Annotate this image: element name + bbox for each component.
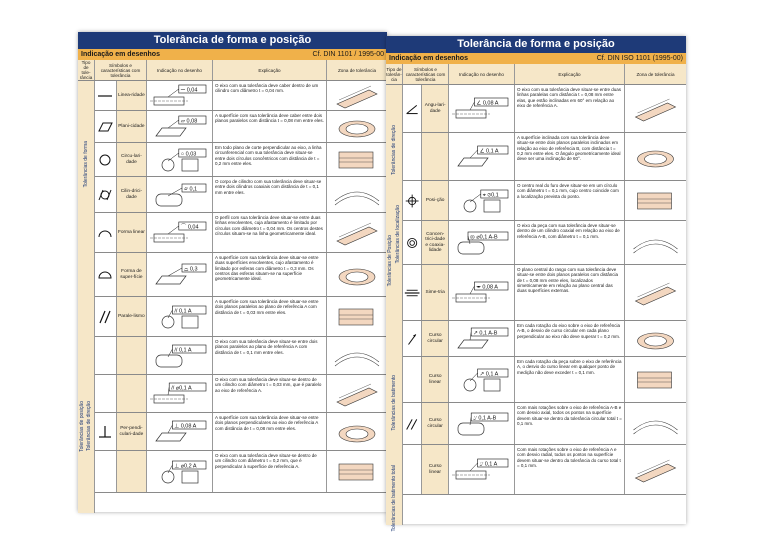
symbol-icon bbox=[403, 221, 422, 264]
tolerance-frame-text: ∠ 0,08 A bbox=[476, 100, 499, 106]
indication-drawing bbox=[147, 451, 213, 492]
table-row bbox=[403, 265, 686, 321]
table-row bbox=[95, 337, 387, 375]
tolerance-zone-figure bbox=[327, 253, 387, 296]
indication-drawing bbox=[147, 111, 213, 142]
explanation-text: Em todo plano de corte perpendicular ao eixo, a linha circunferencial com sua tolerância deve situar-se entre dois círculos concêntricos com distância de t = 0,2 mm entre eles. bbox=[213, 143, 327, 176]
explanation-text: O eixo com sua tolerância deve caber dentro de um cilindro com diâmetro t = 0,04 mm. bbox=[213, 81, 327, 110]
explanation-text: O eixo com sua tolerância deve situar-se dentro de um cilindro com diâmetro t = 0,2 mm, que é perpendicular à superfície de referência A. bbox=[213, 451, 327, 492]
indication-drawing bbox=[147, 413, 213, 450]
table-row bbox=[95, 451, 387, 493]
type-label-posicao: Tolerâncias de posição bbox=[79, 401, 85, 452]
symbol-icon bbox=[95, 81, 117, 110]
characteristic-label: Posi-ção bbox=[422, 181, 449, 220]
type-column bbox=[386, 85, 403, 532]
header-zone: Zona de tolerância bbox=[337, 67, 377, 73]
symbol-icon bbox=[95, 413, 117, 450]
symbol-icon bbox=[95, 375, 117, 412]
tolerance-zone-figure bbox=[327, 177, 387, 212]
explanation-text: O eixo com sua tolerância deve situar-se entre duas linhas paralelas com distância t = 0,08 mm entre elas, que estão inclinadas em 60° em relação ao eixo de referência A. bbox=[515, 85, 625, 132]
section-bar bbox=[78, 49, 387, 60]
table-row bbox=[95, 143, 387, 177]
header-type: Tipo de tolerân-cia bbox=[386, 64, 403, 84]
page-title: Tolerância de forma e posição bbox=[78, 32, 387, 49]
explanation-text: Com mais rotações sobre o eixo de referência A e com desvio radial, todos os pontos na superfície devem situar-se dentro da tolerância do curso total t = 0,1 mm. bbox=[515, 445, 625, 494]
standard-ref: Cf. DIN ISO 1101 (1995-00) bbox=[596, 55, 683, 62]
tolerance-frame-text: ⌭ 0,1 bbox=[184, 186, 198, 192]
characteristic-label: Plani-cidade bbox=[117, 111, 147, 142]
left-page bbox=[78, 32, 387, 512]
characteristic-label: Parale-lismo bbox=[117, 297, 147, 336]
characteristic-label: Linea-ridade bbox=[117, 81, 147, 110]
symbol-icon bbox=[95, 111, 117, 142]
tolerance-frame-text: ↗ 0,1 A-B bbox=[473, 330, 498, 336]
characteristic-label: Curso linear bbox=[422, 357, 449, 402]
indication-drawing bbox=[147, 81, 213, 110]
type-label-posicao: Tolerâncias de Posição bbox=[387, 235, 393, 287]
tolerance-frame-text: // 0,1 A bbox=[174, 347, 193, 353]
symbol-icon bbox=[403, 85, 422, 132]
symbol-icon bbox=[95, 143, 117, 176]
explanation-text: A superfície com sua tolerância deve caber entre dois planos paralelos com distância t = 0,08 mm entre eles. bbox=[213, 111, 327, 142]
section-bar bbox=[386, 53, 686, 64]
header-type: Tipo de tole-rância bbox=[78, 60, 95, 80]
type-label-total: Tolerâncias de batimento total bbox=[391, 465, 397, 532]
tolerance-zone-figure bbox=[625, 321, 686, 356]
header-zone: Zona de tolerância bbox=[636, 71, 675, 77]
table-row bbox=[403, 133, 686, 181]
table-row bbox=[403, 85, 686, 133]
tolerance-zone-figure bbox=[625, 357, 686, 402]
characteristic-label: Curso linear bbox=[422, 445, 449, 494]
table-row bbox=[403, 403, 686, 445]
type-label-localizacao: Tolerâncias de localização bbox=[395, 205, 401, 264]
explanation-text: A superfície inclinada com sua tolerância deve situar-se entre dois planos paralelos inclinados em relação ao eixo de referência B, com distância t = 0,2 mm entre eles. O ângulo geometricamente ideal deve ser uma inclinação de 60°. bbox=[515, 133, 625, 180]
explanation-text: O perfil com sua tolerância deve situar-se entre duas linhas envolventes, cuja afastamento é limitado por círculos com diâmetro t = 0,04 mm. Os centros destes círculos situam-se na linha geometricamente ideal. bbox=[213, 213, 327, 252]
header-explanation: Explicação bbox=[213, 60, 327, 80]
symbol-icon bbox=[95, 451, 117, 492]
section-title: Indicação em desenhos bbox=[389, 55, 468, 62]
explanation-text: O eixo da peça com sua tolerância deve situar-se dentro de um cilindro coaxial em relação ao eixo de referência A-B, com diâmetro t = 0,1 mm. bbox=[515, 221, 625, 264]
tolerance-frame-text: ○ 0,03 bbox=[181, 151, 197, 157]
characteristic-label: Curso circular bbox=[422, 321, 449, 356]
tolerance-zone-figure bbox=[625, 265, 686, 320]
explanation-text: Com mais rotações sobre o eixo de referência A-B e com desvio axial, todos os pontos na superfície devem situar-se dentro da tolerância circular total t = 0,1 mm. bbox=[515, 403, 625, 444]
explanation-text: A superfície com sua tolerância deve situar-se entre dois planos perpendiculares ao eixo de referência A com distância de t = 0,08 mm entre eles. bbox=[213, 413, 327, 450]
characteristic-label bbox=[117, 375, 147, 412]
tolerance-frame-text: ⊥ ⌀0,2 A bbox=[174, 463, 198, 469]
table-header bbox=[386, 64, 686, 85]
tolerance-zone-figure bbox=[327, 213, 387, 252]
characteristic-label: Curso circular bbox=[422, 403, 449, 444]
indication-drawing bbox=[449, 181, 515, 220]
indication-drawing bbox=[147, 177, 213, 212]
tolerance-frame-text: ⌰ 0,1 A bbox=[480, 461, 498, 467]
table-row bbox=[95, 297, 387, 337]
indication-drawing bbox=[147, 375, 213, 412]
symbol-icon bbox=[403, 403, 422, 444]
table-row bbox=[95, 111, 387, 143]
characteristic-label: Angu-lari-dade bbox=[422, 85, 449, 132]
tolerance-frame-text: ∠ 0,1 A bbox=[480, 148, 500, 154]
indication-drawing bbox=[449, 133, 515, 180]
tolerance-frame-text: // 0,1 A bbox=[174, 308, 193, 314]
section-title: Indicação em desenhos bbox=[81, 51, 160, 58]
header-symbol: Símbolos e características com tolerância bbox=[403, 64, 449, 84]
tolerance-zone-figure bbox=[327, 111, 387, 142]
symbol-icon bbox=[403, 265, 422, 320]
tolerance-zone-figure bbox=[327, 413, 387, 450]
tolerance-frame-text: ⌰ 0,1 A-B bbox=[473, 415, 497, 421]
table-body bbox=[386, 85, 686, 532]
table-header bbox=[78, 60, 387, 81]
table-row bbox=[95, 375, 387, 413]
indication-drawing bbox=[449, 321, 515, 356]
header-indication: Indicação no desenho bbox=[147, 60, 213, 80]
tolerance-frame-text: ⏤ 0,04 bbox=[181, 87, 198, 93]
characteristic-label bbox=[117, 451, 147, 492]
right-page bbox=[386, 36, 686, 532]
symbol-icon bbox=[403, 321, 422, 356]
indication-drawing bbox=[449, 445, 515, 494]
type-label-direcao: Tolerâncias de direção bbox=[391, 125, 397, 176]
header-explanation: Explicação bbox=[515, 64, 625, 84]
indication-drawing bbox=[449, 85, 515, 132]
symbol-icon bbox=[403, 133, 422, 180]
tolerance-zone-figure bbox=[625, 221, 686, 264]
tolerance-frame-text: ⊥ 0,08 A bbox=[174, 423, 197, 429]
tolerance-zone-figure bbox=[327, 143, 387, 176]
type-label-direcao: Tolerâncias de direção bbox=[86, 401, 92, 452]
indication-drawing bbox=[147, 337, 213, 374]
tolerance-zone-figure bbox=[327, 375, 387, 412]
symbol-icon bbox=[95, 177, 117, 212]
table-row bbox=[95, 177, 387, 213]
header-indication: Indicação no desenho bbox=[449, 64, 515, 84]
characteristic-label: Forma linear bbox=[117, 213, 147, 252]
explanation-text: O eixo com sua tolerância deve situar-se dentro de um cilindro com diâmetro t = 0,03 mm, que é paralelo ao eixo de referência A. bbox=[213, 375, 327, 412]
indication-drawing bbox=[147, 213, 213, 252]
indication-drawing bbox=[147, 253, 213, 296]
table-row bbox=[95, 213, 387, 253]
tolerance-frame-text: ↗ 0,1 A bbox=[480, 371, 499, 377]
type-column bbox=[78, 81, 95, 513]
indication-drawing bbox=[449, 265, 515, 320]
symbol-icon bbox=[95, 297, 117, 336]
explanation-text: O corpo de cilindro com sua tolerância deve situar-se entre dois cilindros coaxiais com distância de t = 0,1 mm entre eles. bbox=[213, 177, 327, 212]
characteristic-label bbox=[117, 337, 147, 374]
table-row bbox=[95, 81, 387, 111]
symbol-icon bbox=[95, 337, 117, 374]
header-symbol: Símbolos e características com tolerância bbox=[95, 60, 147, 80]
tolerance-zone-figure bbox=[625, 181, 686, 220]
tolerance-zone-figure bbox=[327, 337, 387, 374]
characteristic-label: Concen-trici-dade e coaxia-lidade bbox=[422, 221, 449, 264]
explanation-text: O centro real do furo deve situar-se em um círculo com diâmetro t = 0,1 mm, cujo centro coincide com a localização prevista do ponto. bbox=[515, 181, 625, 220]
tolerance-frame-text: ⌖ ⌀0,1 bbox=[483, 192, 500, 198]
characteristic-label: Cilin-drici-dade bbox=[117, 177, 147, 212]
characteristic-label bbox=[422, 133, 449, 180]
type-label-forma: Tolerâncias de forma bbox=[83, 141, 89, 188]
tolerance-zone-figure bbox=[625, 403, 686, 444]
indication-drawing bbox=[147, 297, 213, 336]
symbol-icon bbox=[95, 213, 117, 252]
tolerance-zone-figure bbox=[327, 297, 387, 336]
standard-ref: Cf. DIN 1101 / 1995-00 bbox=[312, 51, 384, 58]
tolerance-frame-text: ▱ 0,08 bbox=[181, 118, 198, 124]
table-row bbox=[403, 321, 686, 357]
tolerance-frame-text: ◎ ⌀0,1 A-B bbox=[470, 234, 499, 240]
table-row bbox=[95, 413, 387, 451]
tolerance-frame-text: ⌒ 0,04 bbox=[181, 224, 200, 230]
table-row bbox=[95, 253, 387, 297]
indication-drawing bbox=[449, 221, 515, 264]
table-row bbox=[403, 181, 686, 221]
characteristic-label: Per-pendi-culari-dade bbox=[117, 413, 147, 450]
characteristic-label: Circu-lari-dade bbox=[117, 143, 147, 176]
explanation-text: O plano central do rasgo com sua tolerância deve situar-se entre dois planos paralelos com distância de t = 0,08 mm entre eles, localizados simetricamente em relação ao plano central das duas superfícies externas. bbox=[515, 265, 625, 320]
table-row bbox=[403, 357, 686, 403]
characteristic-label: Forma de super-fície bbox=[117, 253, 147, 296]
table-row bbox=[403, 221, 686, 265]
tolerance-zone-figure bbox=[625, 85, 686, 132]
explanation-text: O eixo com sua tolerância deve situar-se entre dois planos paralelos ao plano de referência A com distância de t = 0,1 mm entre eles. bbox=[213, 337, 327, 374]
symbol-icon bbox=[403, 357, 422, 402]
symbol-icon bbox=[403, 445, 422, 494]
explanation-text: Em cada rotação da peça sobre o eixo de referência A, o desvio do curso linear em qualquer ponto de medição não deve exceder t = 0,1 mm. bbox=[515, 357, 625, 402]
page-title: Tolerância de forma e posição bbox=[386, 36, 686, 53]
tolerance-frame-text: ⌓ 0,3 bbox=[184, 266, 199, 272]
indication-drawing bbox=[449, 403, 515, 444]
tolerance-zone-figure bbox=[327, 81, 387, 110]
indication-drawing bbox=[449, 357, 515, 402]
indication-drawing bbox=[147, 143, 213, 176]
tolerance-frame-text: ⌯ 0,08 A bbox=[476, 284, 499, 290]
table-row bbox=[403, 445, 686, 495]
explanation-text: A superfície com sua tolerância deve situar-se entre duas superfícies envolventes, cujo afastamento é limitado por esferas com diâmetro t = 0,3 mm. Os centros das esferas situam-se na superfície geometricamente ideal. bbox=[213, 253, 327, 296]
tolerance-zone-figure bbox=[327, 451, 387, 492]
tolerance-zone-figure bbox=[625, 445, 686, 494]
explanation-text: Em cada rotação do eixo sobre o eixo de referência A-B, o desvio de curso circular em cada plano perpendicular ao eixo não deve superar t = 0,2 mm. bbox=[515, 321, 625, 356]
symbol-icon bbox=[95, 253, 117, 296]
symbol-icon bbox=[403, 181, 422, 220]
type-label-batimento: Tolerâncias de batimento bbox=[391, 375, 397, 431]
tolerance-frame-text: // ⌀0,1 A bbox=[171, 385, 193, 391]
explanation-text: A superfície com sua tolerância deve situar-se entre dois planos paralelos ao plano de referência A com distância de t = 0,03 mm entre eles. bbox=[213, 297, 327, 336]
tolerance-zone-figure bbox=[625, 133, 686, 180]
table-body bbox=[78, 81, 387, 493]
characteristic-label: Sime-tria bbox=[422, 265, 449, 320]
